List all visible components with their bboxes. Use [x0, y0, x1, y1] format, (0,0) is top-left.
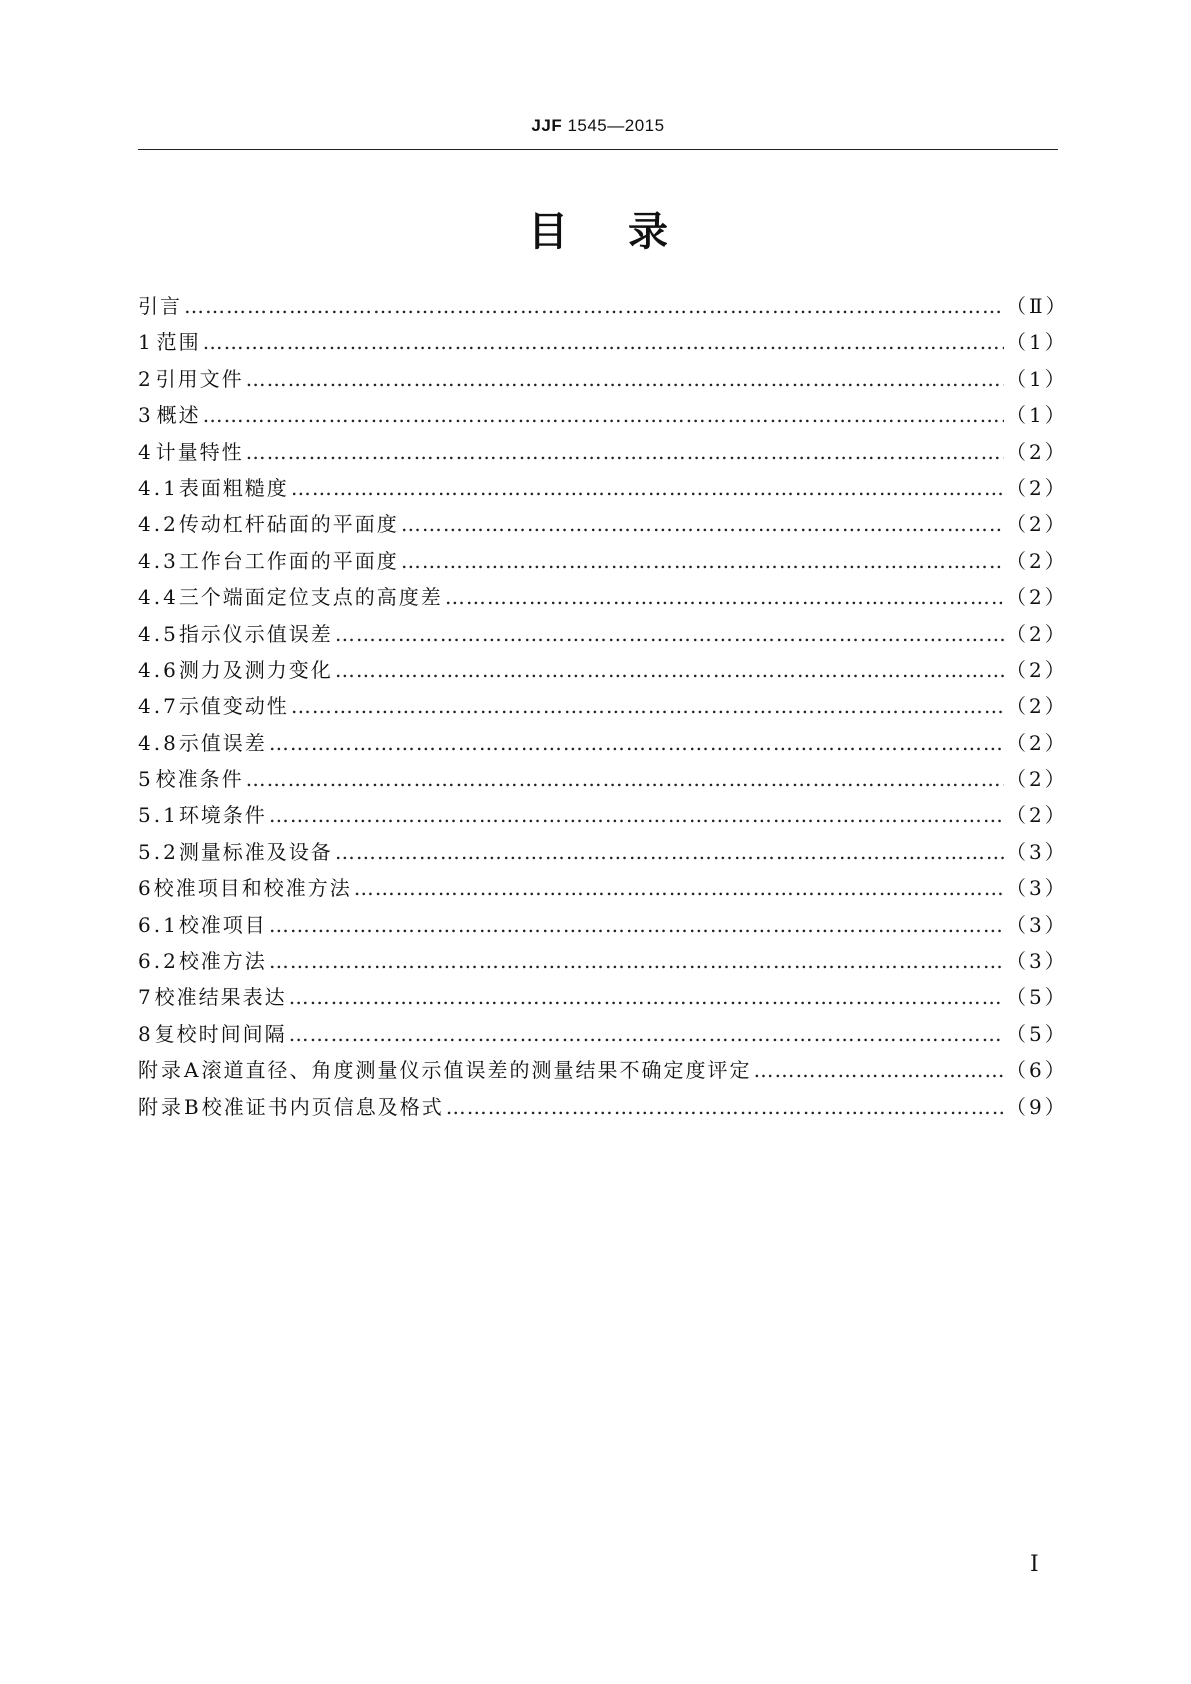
toc-entry-page: （2） [1006, 475, 1068, 500]
toc-entry-title: 测量标准及设备 [178, 839, 333, 864]
toc-entry[interactable] [138, 907, 1068, 943]
toc-entry[interactable] [138, 1052, 1068, 1088]
toc-entry-title: 范围 [156, 330, 201, 355]
toc-entry-number: 6.1 [138, 912, 179, 937]
header-rule [138, 149, 1058, 150]
toc-entry-number: 附录A [138, 1058, 202, 1083]
toc-entry-page: （1） [1006, 366, 1068, 391]
toc-entry-number: 4.2 [138, 512, 179, 537]
toc-leader-dots [269, 797, 1004, 833]
toc-entry-page: （2） [1006, 694, 1068, 719]
toc-leader-dots [246, 761, 1004, 797]
toc-entry-title: 传动杠杆砧面的平面度 [178, 512, 399, 537]
toc-entry-title: 校准方法 [178, 949, 267, 974]
toc-entry-page: （2） [1006, 512, 1068, 537]
toc-entry-title: 引言 [138, 294, 182, 318]
toc-entry-title: 校准项目 [178, 912, 267, 937]
toc-entry[interactable] [138, 688, 1068, 724]
toc-entry-page: （9） [1006, 1094, 1068, 1119]
toc-entry-number: 4.1 [138, 475, 179, 500]
toc-entry-number: 1 [138, 330, 154, 355]
toc-entry-number: 8 [138, 1021, 154, 1046]
toc-leader-dots [753, 1052, 1004, 1088]
toc-leader-dots [401, 506, 1004, 542]
toc-leader-dots [354, 870, 1004, 906]
toc-entry-title: 校准结果表达 [154, 985, 287, 1010]
toc-entry[interactable] [138, 616, 1068, 652]
toc-leader-dots [335, 834, 1004, 870]
toc-entry-number: 7 [138, 985, 154, 1010]
toc-entry-title: 校准证书内页信息及格式 [201, 1094, 444, 1119]
toc-entry[interactable] [138, 761, 1068, 797]
toc-entry-page: （2） [1006, 767, 1068, 792]
toc-entry-page: （3） [1006, 839, 1068, 864]
toc-entry[interactable] [138, 870, 1068, 906]
toc-entry[interactable] [138, 834, 1068, 870]
toc-leader-dots [445, 579, 1004, 615]
toc-entry-page: （3） [1006, 912, 1068, 937]
toc-entry-number: 4.7 [138, 694, 179, 719]
standard-code: JJF [531, 116, 563, 135]
toc-entry-title: 三个端面定位支点的高度差 [178, 585, 443, 610]
toc-leader-dots [203, 397, 1004, 433]
toc-entry-title: 校准项目和校准方法 [153, 876, 352, 901]
toc-entry-number: 4.4 [138, 585, 179, 610]
toc-leader-dots [269, 907, 1004, 943]
toc-leader-dots [401, 543, 1004, 579]
toc-leader-dots [289, 1016, 1004, 1052]
toc-entry-title: 工作台工作面的平面度 [178, 548, 399, 573]
table-of-contents [138, 288, 1069, 1125]
toc-entry-title: 计量特性 [155, 439, 244, 464]
toc-entry-number: 4.6 [138, 657, 179, 682]
toc-entry-number: 4.8 [138, 730, 179, 755]
toc-entry-title: 表面粗糙度 [178, 475, 289, 500]
running-header [138, 116, 1058, 136]
toc-entry-page: （2） [1006, 439, 1068, 464]
toc-entry[interactable] [138, 979, 1068, 1015]
toc-leader-dots [291, 470, 1004, 506]
toc-leader-dots [269, 943, 1004, 979]
toc-leader-dots [335, 652, 1004, 688]
toc-entry-title: 测力及测力变化 [178, 657, 333, 682]
toc-entry[interactable] [138, 725, 1068, 761]
toc-entry-page: （2） [1006, 548, 1068, 573]
toc-entry-title: 复校时间间隔 [154, 1021, 287, 1046]
toc-entry[interactable] [138, 324, 1068, 360]
toc-entry-page: （Ⅱ） [1006, 294, 1069, 318]
toc-entry-page: （2） [1006, 803, 1068, 828]
toc-entry-page: （2） [1006, 585, 1068, 610]
toc-entry[interactable] [138, 397, 1068, 433]
toc-entry[interactable] [138, 543, 1068, 579]
toc-leader-dots [246, 434, 1004, 470]
toc-leader-dots [203, 324, 1004, 360]
toc-entry[interactable] [138, 652, 1068, 688]
toc-leader-dots [184, 288, 1004, 324]
toc-entry-page: （1） [1006, 403, 1068, 428]
toc-entry-page: （3） [1006, 876, 1068, 901]
toc-entry-title: 环境条件 [178, 803, 267, 828]
toc-entry[interactable] [138, 361, 1068, 397]
toc-leader-dots [291, 688, 1004, 724]
toc-entry-title: 滚道直径、角度测量仪示值误差的测量结果不确定度评定 [201, 1058, 752, 1083]
toc-entry-page: （2） [1006, 621, 1068, 646]
toc-entry[interactable] [138, 797, 1068, 833]
toc-leader-dots [289, 979, 1004, 1015]
toc-entry-title: 概述 [156, 403, 201, 428]
toc-entry-title: 示值误差 [178, 730, 267, 755]
standard-number: 1545—2015 [567, 116, 665, 135]
toc-entry-page: （3） [1006, 949, 1068, 974]
toc-entry-number: 附录B [138, 1094, 202, 1119]
toc-entry[interactable] [138, 1089, 1068, 1125]
toc-entry[interactable] [138, 943, 1068, 979]
toc-entry-number: 2 [138, 366, 154, 391]
toc-entry-page: （2） [1006, 730, 1068, 755]
toc-entry-number: 5 [138, 767, 154, 792]
toc-entry-number: 4.3 [138, 548, 179, 573]
toc-leader-dots [246, 361, 1004, 397]
toc-leader-dots [446, 1089, 1004, 1125]
toc-entry[interactable] [138, 579, 1068, 615]
toc-entry-number: 5.1 [138, 803, 179, 828]
toc-entry-title: 指示仪示值误差 [178, 621, 333, 646]
page-title: 目录 [528, 209, 728, 255]
toc-entry[interactable] [138, 1016, 1068, 1052]
toc-entry-title: 示值变动性 [178, 694, 289, 719]
toc-entry[interactable] [138, 434, 1068, 470]
toc-entry-page: （5） [1006, 1021, 1068, 1046]
toc-entry-number: 6.2 [138, 949, 179, 974]
toc-entry-title: 引用文件 [155, 366, 244, 391]
toc-entry-number: 6 [138, 876, 154, 901]
toc-entry-number: 4 [138, 439, 154, 464]
toc-entry-number: 3 [138, 403, 154, 428]
toc-entry[interactable] [138, 506, 1068, 542]
toc-entry-title: 校准条件 [155, 767, 244, 792]
toc-leader-dots [335, 616, 1004, 652]
page-number: I [1030, 1552, 1039, 1577]
toc-entry-page: （5） [1006, 985, 1068, 1010]
toc-entry[interactable] [138, 470, 1068, 506]
toc-entry-number: 4.5 [138, 621, 179, 646]
toc-entry-page: （6） [1006, 1058, 1068, 1083]
toc-leader-dots [269, 725, 1004, 761]
toc-entry-page: （2） [1006, 657, 1068, 682]
toc-entry-number: 5.2 [138, 839, 179, 864]
toc-entry-page: （1） [1006, 330, 1068, 355]
toc-entry[interactable] [138, 288, 1069, 324]
